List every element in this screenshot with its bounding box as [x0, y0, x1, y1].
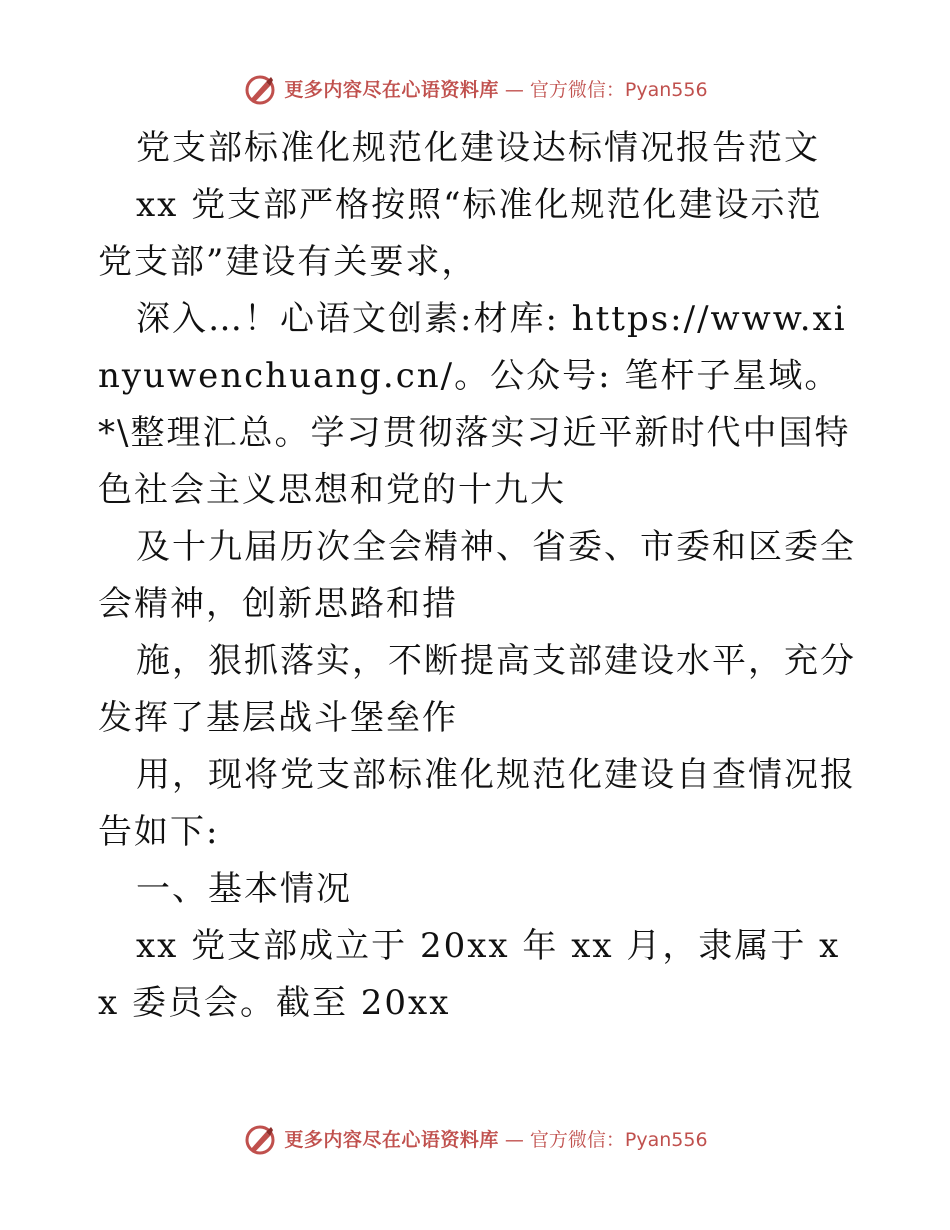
header-watermark — [0, 70, 950, 110]
section-heading-basic: 一、基本情况 — [136, 869, 352, 909]
watermark-dash: — — [504, 78, 524, 101]
paragraph-spirit: 及十九届历次全会精神、省委、市委和区委全会精神，创新思路和措 — [98, 527, 856, 624]
watermark-wechat: 官方微信：Pyan556 — [529, 78, 708, 101]
watermark-dash: — — [504, 1128, 524, 1151]
pen-logo-icon — [242, 72, 278, 108]
document-body — [98, 120, 858, 1032]
document-title: 党支部标准化规范化建设达标情况报告范文 — [136, 128, 820, 168]
paragraph-measures: 施，狠抓落实，不断提高支部建设水平，充分发挥了基层战斗堡垒作 — [98, 641, 856, 738]
pen-logo-icon — [242, 1122, 278, 1158]
watermark-wechat: 官方微信：Pyan556 — [529, 1128, 708, 1151]
paragraph-intro: xx 党支部严格按照“标准化规范化建设示范党支部”建设有关要求， — [98, 185, 823, 282]
watermark-brand: 更多内容尽在心语资料库 — [284, 1128, 499, 1151]
footer-watermark — [0, 1120, 950, 1160]
paragraph-source: 深入…！心语文创素:材库: https://www.xinyuwenchuang.cn/。公众号: 笔杆子星域。*\整理汇总。学习贯彻落实习近平新时代中国特色社会主义思想和党的十九大 — [98, 299, 851, 510]
paragraph-basic-info: xx 党支部成立于 20xx 年 xx 月，隶属于 xx 委员会。截至 20xx — [98, 926, 841, 1023]
paragraph-report: 用，现将党支部标准化规范化建设自查情况报告如下: — [98, 755, 856, 852]
watermark-brand: 更多内容尽在心语资料库 — [284, 78, 499, 101]
